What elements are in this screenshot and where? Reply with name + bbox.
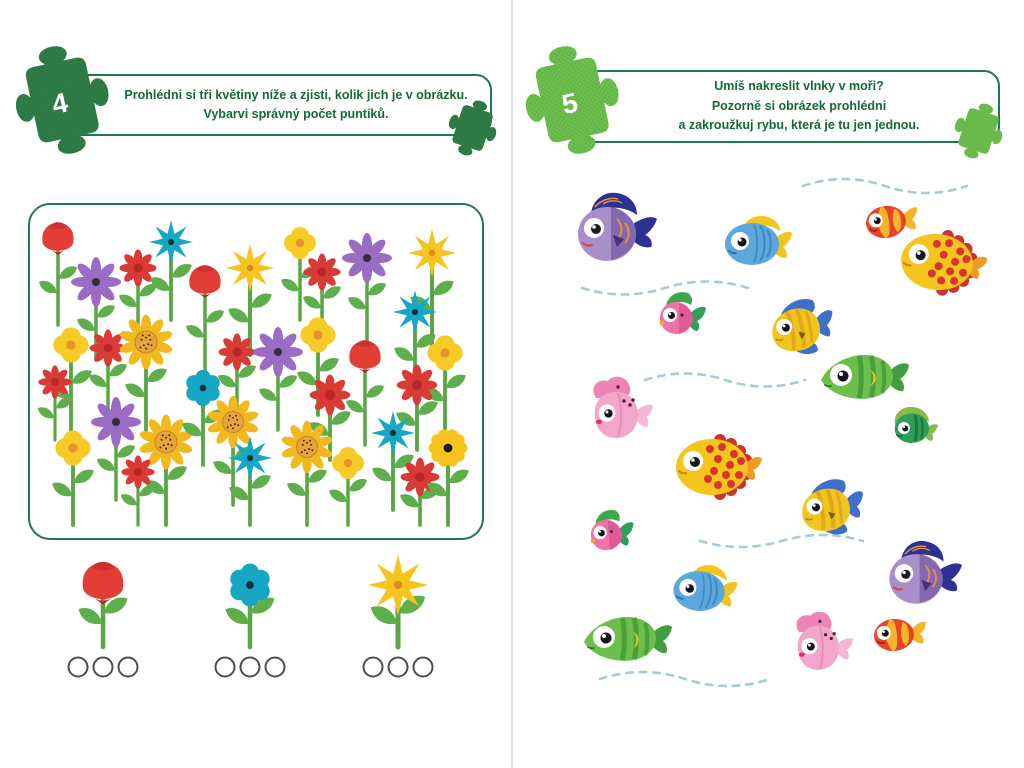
wave-guide-line[interactable]	[645, 374, 805, 387]
right-instruction-line1: Umíš nakreslit vlnky v moři?	[714, 79, 884, 94]
flower-starT	[149, 220, 193, 320]
fish-clown[interactable]	[864, 202, 921, 241]
fish-purple[interactable]	[578, 193, 657, 261]
wave-guide-line[interactable]	[700, 535, 863, 547]
fish-dotted[interactable]	[676, 434, 762, 500]
fish-pinkgreen[interactable]	[659, 292, 706, 334]
flower-daisyP	[342, 233, 392, 340]
flower-daisyP	[91, 397, 141, 500]
page-divider	[511, 0, 513, 768]
answer-dot[interactable]	[364, 658, 383, 677]
puzzle-accent-left-icon	[444, 99, 502, 157]
flower-daisyR	[38, 365, 72, 440]
answer-dot[interactable]	[94, 658, 113, 677]
puzzle-piece-4-icon	[4, 44, 122, 156]
fish-greenstripe[interactable]	[821, 355, 909, 399]
wave-guide-line[interactable]	[600, 672, 770, 686]
left-instruction-box	[62, 74, 492, 136]
right-instruction-line2: Pozorně si obrázek prohlédni	[711, 98, 887, 113]
fish-tang[interactable]	[798, 476, 868, 540]
wave-guide-line[interactable]	[803, 179, 967, 193]
answer-dot[interactable]	[119, 658, 138, 677]
fish-blueyellow[interactable]	[672, 563, 739, 614]
fish-purple[interactable]	[889, 541, 962, 604]
fish-pinkhat[interactable]	[797, 612, 854, 670]
fish-pinkgreen[interactable]	[588, 508, 636, 551]
flower-rose	[186, 265, 224, 370]
left-page-number: 4	[49, 86, 71, 121]
fish-scene	[520, 160, 1020, 720]
fish-tealsmall[interactable]	[895, 407, 938, 443]
flower-roundT	[226, 564, 275, 647]
flower-blobY	[52, 430, 94, 525]
fish-pinkhat[interactable]	[593, 377, 653, 438]
answer-dot[interactable]	[216, 658, 235, 677]
flower-daisyR	[121, 455, 155, 525]
answer-dot[interactable]	[241, 658, 260, 677]
flower-starY	[368, 555, 429, 647]
answer-dot[interactable]	[266, 658, 285, 677]
flower-sunfl	[281, 421, 334, 525]
flower-rose	[39, 222, 77, 325]
fish-greenstripe[interactable]	[584, 617, 672, 661]
right-instruction-line3: a zakroužkuj rybu, která je tu jen jednou.	[678, 118, 920, 133]
flower-rose	[79, 562, 128, 647]
puzzle-piece-5-icon	[514, 44, 632, 156]
reference-flowers	[40, 550, 480, 700]
fish-tang[interactable]	[767, 294, 839, 359]
answer-dot[interactable]	[414, 658, 433, 677]
right-page-number: 5	[559, 86, 581, 121]
puzzle-accent-right-icon	[950, 102, 1008, 160]
fish-blueyellow[interactable]	[725, 216, 792, 265]
flower-daisyR	[119, 250, 157, 331]
flower-field	[28, 203, 484, 540]
wave-guide-line[interactable]	[582, 282, 748, 295]
flower-daisyP	[253, 327, 303, 430]
fish-dotted[interactable]	[898, 225, 990, 300]
left-instruction-line2: Vybarvi správný počet puntíků.	[203, 107, 389, 121]
fish-clown[interactable]	[873, 616, 929, 652]
flower-rose	[346, 340, 384, 445]
answer-dot[interactable]	[69, 658, 88, 677]
flower-daisyR	[396, 365, 438, 450]
right-instruction-box	[574, 70, 1000, 143]
answer-dot[interactable]	[389, 658, 408, 677]
left-instruction-line1: Prohlédni si tři květiny níže a zjisti, kolik jich je v obrázku.	[124, 87, 468, 102]
flower-blobY	[329, 447, 367, 525]
